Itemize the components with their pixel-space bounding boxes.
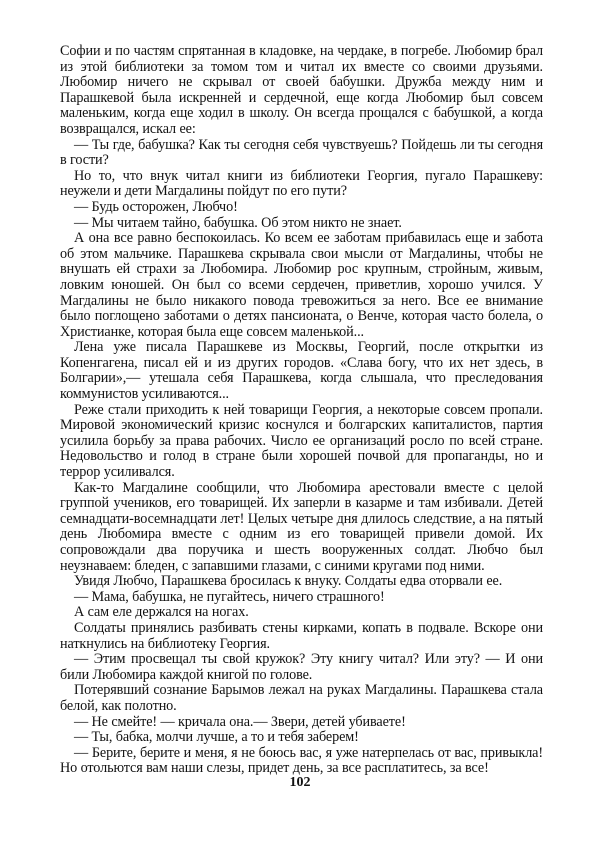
- paragraph: Реже стали приходить к ней товарищи Георгия, а некоторые совсем пропали. Мировой экономический кризис коснулся и болгарских капиталистов, партия усилила борьбу за права рабочих. Число ее организаций росло по всей стране. Недовольство и голод в стране были хорошей почвой для пропаганды, но и террор усиливался.: [60, 401, 543, 481]
- paragraph: Увидя Любчо, Парашкева бросилась к внуку. Солдаты едва оторвали ее.: [74, 573, 503, 590]
- paragraph: — Мама, бабушка, не пугайтесь, ничего страшного!: [74, 588, 385, 605]
- paragraph: — Берите, берите и меня, я не боюсь вас, я уже натерпелась от вас, привыкла! Но отольются вам наши слезы, придет день, за все расплатитесь, за все!: [60, 744, 543, 777]
- paragraph: А сам еле держался на ногах.: [74, 604, 249, 621]
- paragraph: Солдаты принялись разбивать стены кирками, копать в подвале. Вскоре они наткнулись на библиотеку Георгия.: [60, 619, 543, 652]
- paragraph: Но то, что внук читал книги из библиотеки Георгия, пугало Парашкеву: неужели и дети Магдалины пойдут по его пути?: [60, 167, 543, 200]
- page-number: 102: [289, 775, 311, 790]
- paragraph: — Будь осторожен, Любчо!: [74, 198, 238, 215]
- paragraph: — Не смейте! — кричала она.— Звери, детей убиваете!: [74, 713, 406, 730]
- paragraph: Потерявший сознание Барымов лежал на руках Магдалины. Парашкева стала белой, как полотно.: [60, 682, 543, 714]
- paragraph: — Ты где, бабушка? Как ты сегодня себя чувствуешь? Пойдешь ли ты сегодня в гости?: [60, 136, 543, 169]
- paragraph: — Ты, бабка, молчи лучше, а то и тебя заберем!: [74, 729, 359, 746]
- paragraph: А она все равно беспокоилась. Ко всем ее заботам прибавилась еще и забота об этом мальчике. Парашкева скрывала свои мысли от Магдалины, чтобы не внушать ей страхи за Любомира. Любомир рос крупным, стройным, живым, ловким юношей. Он был со всеми сердечен, приветлив, хорошо учился. У Магдалины не было никакого повода тревожиться за него. Все ее внимание было поглощено заботами о детях пансионата, о Венче, которая часто болела, о Христианке, которая была еще совсем маленькой...: [60, 230, 543, 340]
- paragraph: Софии и по частям спрятанная в кладовке, на чердаке, в погребе. Любомир брал из этой библиотеки за томом том и читал их вместе со своими друзьями. Любомир ничего не скрывал от своей бабушки. Дружба между ним и Парашкевой была искренней и сердечной, еще когда Любомир был совсем маленьким, когда еще ходил в школу. Он всегда прощался с бабушкой, а когда возвращался, искал ее:: [60, 43, 543, 137]
- paragraph: Как-то Магдалине сообщили, что Любомира арестовали вместе с целой группой учеников, его товарищей. Их заперли в казарме и там избивали. Детей семнадцати-восемнадцати лет! Целых четыре дня длилось следствие, а на пятый день Любомира вместе с одним из его товарищей привели домой. Их сопровождали два поручика и шесть вооруженных солдат. Любчо был неузнаваем: бледен, с запавшими глазами, с синими кругами под ними.: [60, 479, 543, 574]
- paragraph: — Этим просвещал ты свой кружок? Эту книгу читал? Или эту? — И они били Любомира каждой книгой по голове.: [60, 651, 543, 683]
- paragraph: Лена уже писала Парашкеве из Москвы, Георгий, после открытки из Копенгагена, писал ей и из других городов. «Слава богу, что их нет здесь, в Болгарии»,— утешала себя Парашкева, когда слышала, что преследования коммунистов усиливаются...: [60, 339, 543, 403]
- page-body: [60, 44, 543, 777]
- paragraph: — Мы читаем тайно, бабушка. Об этом никто не знает.: [74, 214, 402, 231]
